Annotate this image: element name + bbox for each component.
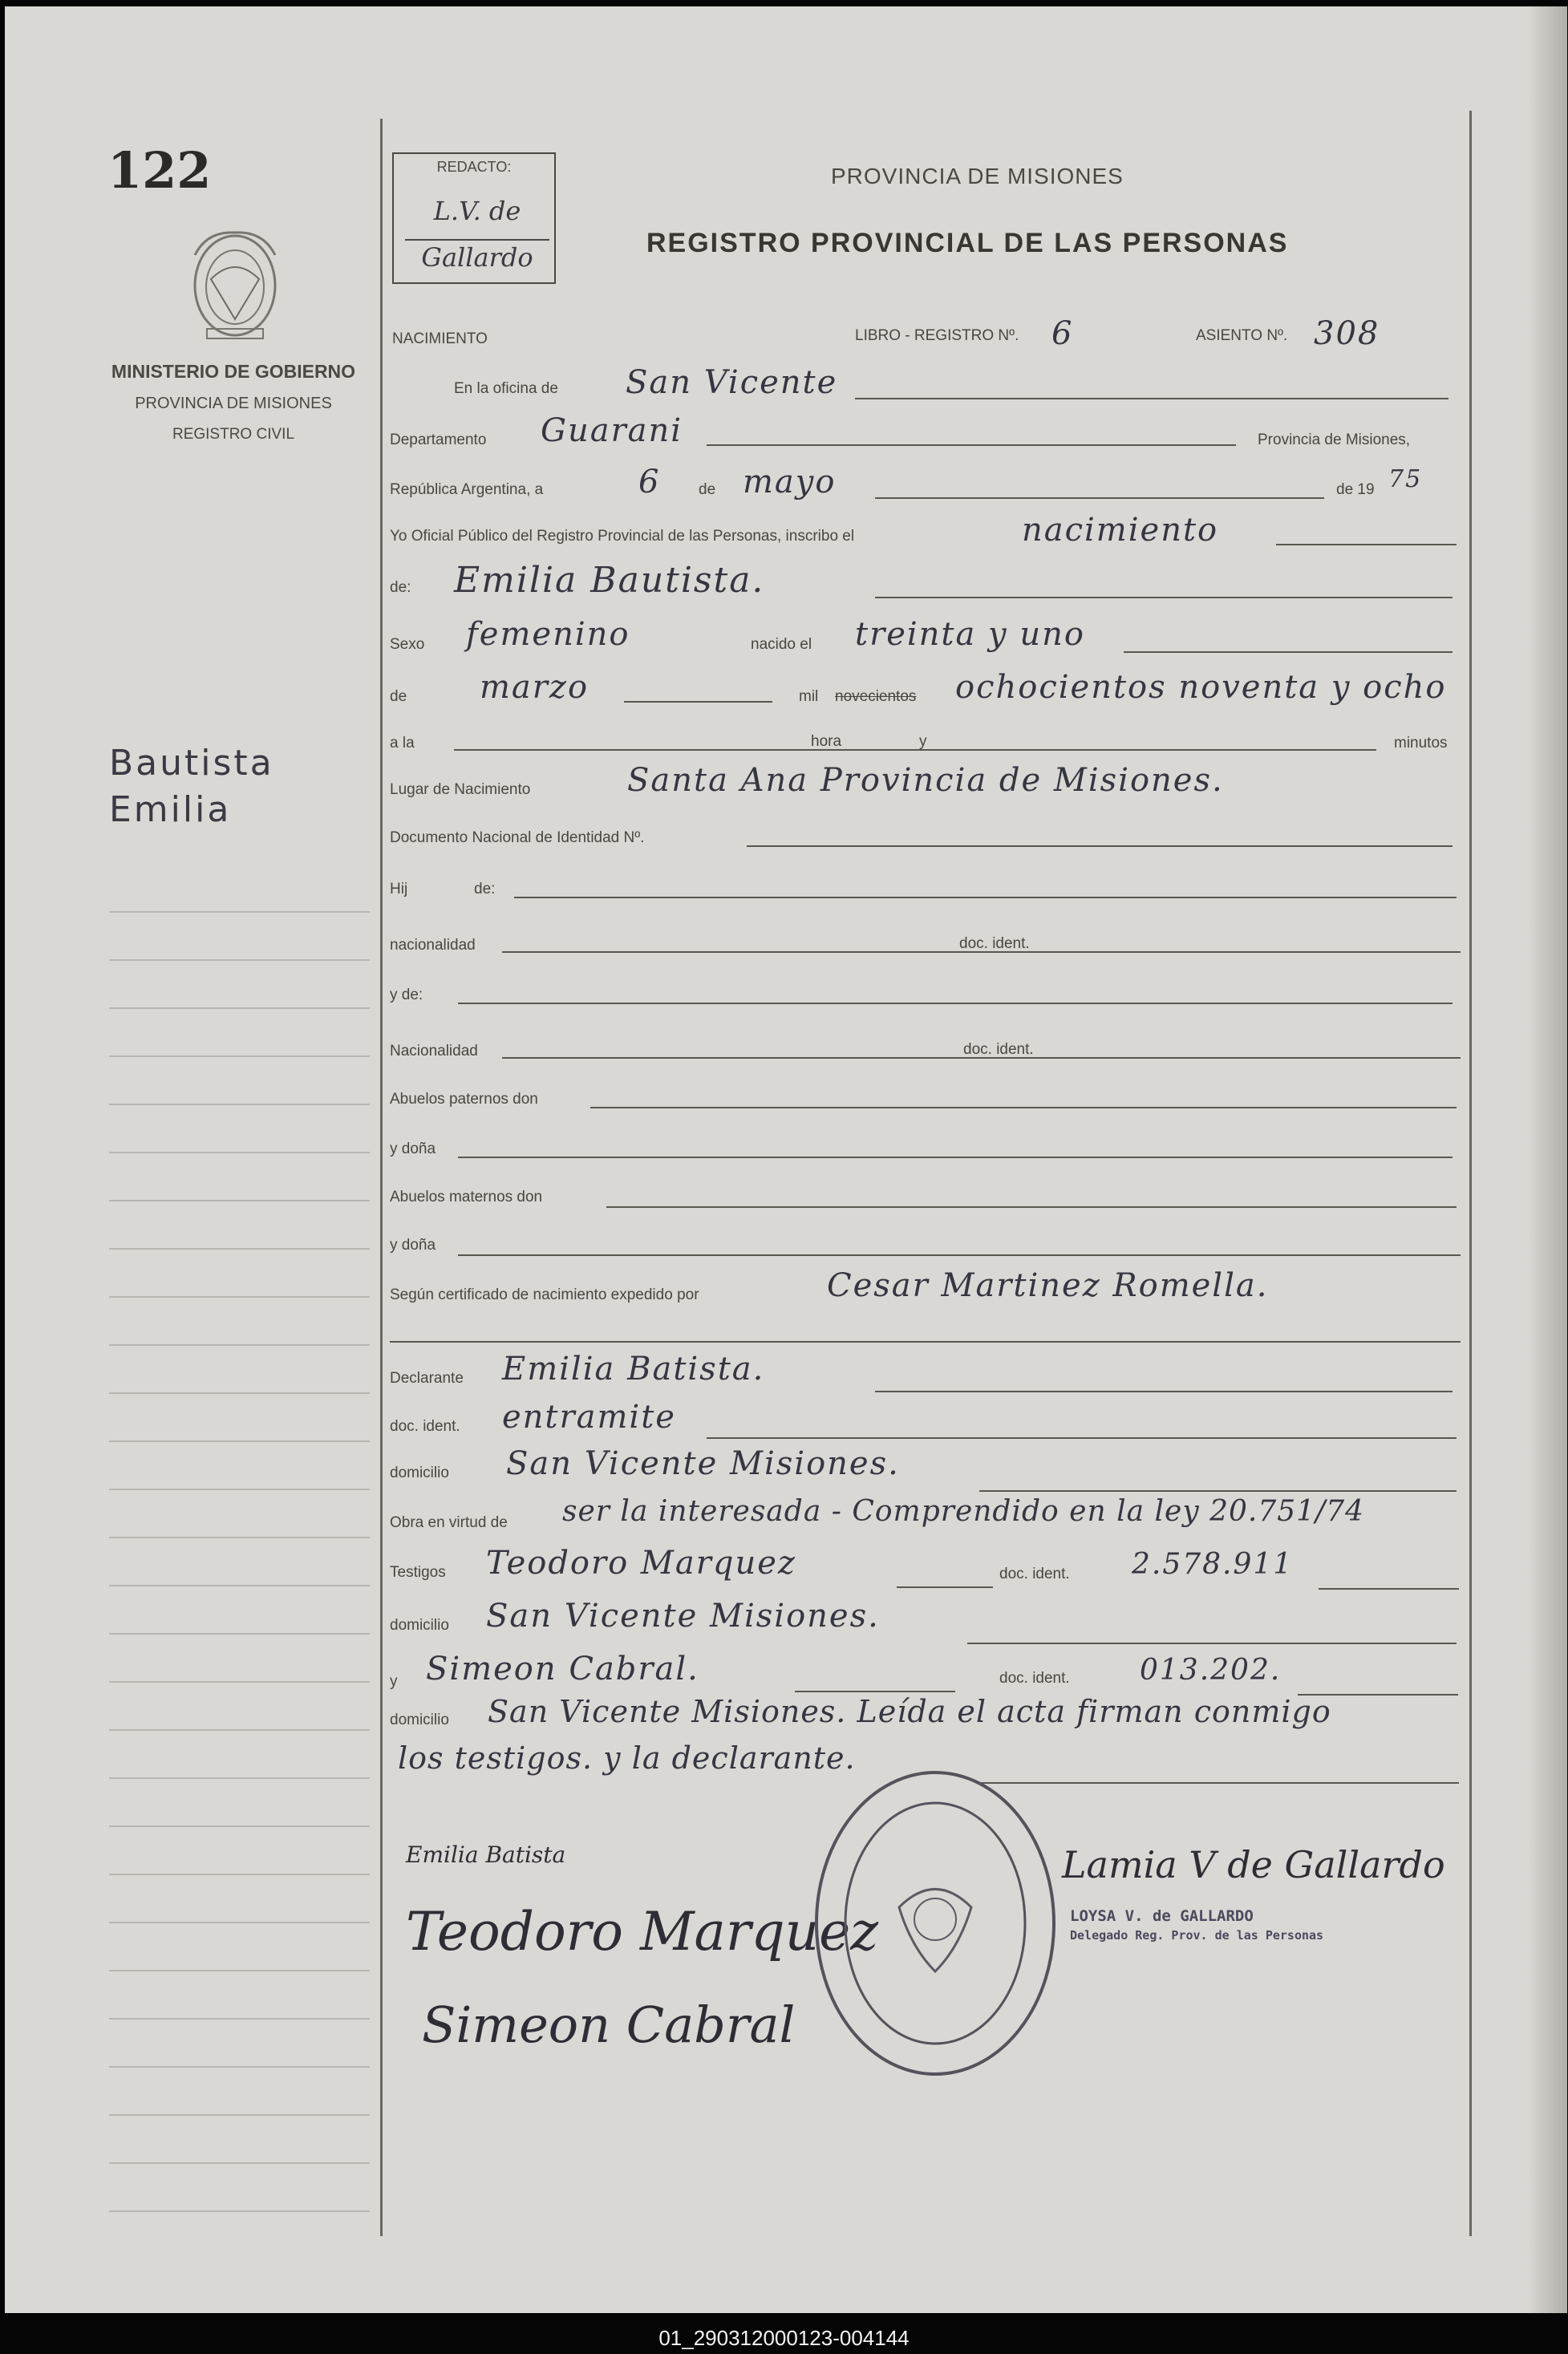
sexo-label: Sexo [390, 636, 425, 653]
official-stamp-name: LOYSA V. de GALLARDO [1070, 1907, 1254, 1925]
domicilio1-rule [979, 1490, 1457, 1492]
testigo1-value: Teodoro Marquez [486, 1545, 796, 1582]
redacto-line1: L.V. de [433, 196, 521, 226]
asiento-value: 308 [1314, 315, 1380, 352]
ala-label: a la [390, 735, 415, 752]
anio-nac-value: ochocientos noventa y ocho [955, 669, 1447, 706]
hora-rule [454, 749, 1376, 751]
abuelos-paternos-rule [590, 1107, 1457, 1108]
padres-rule [514, 897, 1457, 898]
republica-label: República Argentina, a [390, 481, 544, 498]
oficial-text: Yo Oficial Público del Registro Provincial de las Personas, inscribo el [390, 528, 855, 545]
departamento-label: Departamento [390, 431, 487, 448]
coat-of-arms-icon [183, 223, 287, 343]
domicilio1-value: San Vicente Misiones. [506, 1445, 900, 1482]
declarante-rule [875, 1391, 1453, 1392]
acto-value: nacimiento [1022, 512, 1219, 549]
certificado-rule [390, 1341, 1461, 1343]
dia-value: 6 [638, 464, 661, 500]
mil-label: mil [799, 688, 819, 705]
declarante-label: Declarante [390, 1370, 464, 1387]
y-testigo-label: y [390, 1673, 398, 1690]
official-signature: Lamia V de Gallardo [1062, 1843, 1445, 1886]
nacido-label: nacido el [751, 636, 812, 653]
docident5-label: doc. ident. [999, 1670, 1070, 1687]
yde-rule [458, 1003, 1453, 1004]
abuelos-maternos-rule [606, 1206, 1457, 1208]
departamento-value: Guarani [541, 412, 683, 449]
nacimiento-label: NACIMIENTO [392, 330, 488, 347]
official-stamp-title: Delegado Reg. Prov. de las Personas [1070, 1928, 1324, 1943]
province-header: PROVINCIA DE MISIONES [831, 164, 1124, 188]
nacionalidad1-label: nacionalidad [390, 937, 476, 954]
margin-ruled-lines [109, 865, 370, 2220]
abuelos-paternos-label: Abuelos paternos don [390, 1091, 538, 1108]
lugar-value: Santa Ana Provincia de Misiones. [627, 762, 1224, 799]
certificado-value: Cesar Martinez Romella. [827, 1267, 1269, 1304]
minutos-label: minutos [1394, 735, 1448, 752]
docident4-rule [1319, 1588, 1459, 1590]
docident4-value: 2.578.911 [1132, 1548, 1294, 1581]
domicilio2-value: San Vicente Misiones. [486, 1598, 880, 1635]
de2-label: de: [390, 579, 411, 596]
docident2-label: doc. ident. [963, 1041, 1034, 1058]
libro-value: 6 [1051, 315, 1074, 352]
docident4-label: doc. ident. [999, 1566, 1070, 1582]
de-label: de [699, 481, 716, 498]
abuelos-maternos-label: Abuelos maternos don [390, 1189, 543, 1205]
certificado-label: Según certificado de nacimiento expedido por [390, 1286, 699, 1303]
oficina-label: En la oficina de [454, 380, 558, 397]
sexo-value: femenino [466, 616, 630, 653]
y-label: y [919, 733, 927, 750]
obra-label: Obra en virtud de [390, 1514, 508, 1531]
page-number: 122 [107, 141, 212, 200]
asiento-label: ASIENTO Nº. [1196, 327, 1288, 344]
testigo1-signature: Teodoro Marquez [406, 1901, 879, 1963]
domicilio2-rule [967, 1643, 1457, 1644]
registry-title: REGISTRO PROVINCIAL DE LAS PERSONAS [646, 228, 1289, 258]
yde-label: y de: [390, 987, 423, 1003]
obra-value: ser la interesada - Comprendido en la ley 20.751/74 [562, 1495, 1365, 1528]
official-seal-stamp-icon [811, 1767, 1060, 2080]
redacto-line2: Gallardo [405, 239, 549, 273]
mes-nac-rule [624, 701, 772, 703]
testigo1-rule [897, 1586, 993, 1588]
ydona2-label: y doña [390, 1237, 436, 1254]
document-page [5, 6, 1567, 2313]
anio-prefix: de 19 [1336, 481, 1375, 498]
docident3-rule [707, 1437, 1457, 1439]
margin-divider [380, 119, 383, 2236]
domicilio2-label: domicilio [390, 1617, 449, 1634]
anio-value: 75 [1388, 465, 1423, 493]
nacido-value: treinta y uno [855, 616, 1085, 653]
documento-rule [747, 845, 1453, 847]
domicilio3-label: domicilio [390, 1712, 449, 1728]
hij-label: Hij [390, 881, 408, 897]
acto-rule [1276, 544, 1457, 545]
novecientos-label: novecientos [835, 688, 917, 705]
testigo2-rule [795, 1691, 955, 1692]
registry-subheading: REGISTRO CIVIL [172, 426, 295, 443]
provincia-suffix: Provincia de Misiones, [1258, 431, 1411, 448]
margin-given-name: Emilia [109, 789, 232, 830]
ministry-heading: MINISTERIO DE GOBIERNO [111, 361, 356, 382]
page-edge-shadow [1527, 6, 1567, 2313]
declarante-value: Emilia Batista. [502, 1351, 765, 1388]
domicilio1-label: domicilio [390, 1465, 449, 1481]
declarante-signature: Emilia Batista [406, 1841, 566, 1868]
testigos-label: Testigos [390, 1564, 446, 1581]
nacido-rule [1124, 651, 1453, 653]
docident5-value: 013.202. [1140, 1654, 1282, 1687]
margin-surname: Bautista [109, 743, 274, 784]
redacto-box [392, 152, 556, 284]
nombre-value: Emilia Bautista. [454, 560, 765, 601]
right-border-line [1469, 111, 1472, 2236]
mes-nac-value: marzo [480, 669, 590, 706]
oficina-value: San Vicente [626, 364, 838, 401]
lugar-label: Lugar de Nacimiento [390, 781, 531, 798]
docident3-label: doc. ident. [390, 1418, 460, 1435]
official-name-stamp [1070, 1907, 1323, 1943]
departamento-rule [707, 444, 1236, 446]
docident3-value: entramite [502, 1399, 676, 1436]
de3-label: de [390, 688, 407, 705]
testigo2-value: Simeon Cabral. [426, 1651, 699, 1688]
de4-label: de: [474, 881, 496, 897]
libro-label: LIBRO - REGISTRO Nº. [855, 327, 1019, 344]
documento-label: Documento Nacional de Identidad Nº. [390, 829, 645, 846]
ydona1-rule [458, 1157, 1453, 1158]
oficina-rule [855, 398, 1448, 399]
hora-label: hora [811, 733, 842, 750]
docident1-label: doc. ident. [959, 935, 1030, 952]
province-subheading: PROVINCIA DE MISIONES [135, 395, 332, 412]
mes-value: mayo [743, 464, 837, 500]
fecha-rule [875, 497, 1324, 499]
ydona1-label: y doña [390, 1141, 436, 1157]
nacionalidad2-label: Nacionalidad [390, 1043, 478, 1060]
nombre-rule [875, 597, 1453, 598]
footer-filename: 01_290312000123-004144 [658, 2326, 910, 2350]
ydona2-rule [458, 1254, 1461, 1256]
redacto-label: REDACTO: [436, 159, 512, 175]
domicilio3-value: San Vicente Misiones. Leída el acta firman conmigo [488, 1694, 1331, 1729]
testigo2-signature: Simeon Cabral [422, 1995, 796, 2054]
closing-value: los testigos. y la declarante. [398, 1740, 856, 1776]
